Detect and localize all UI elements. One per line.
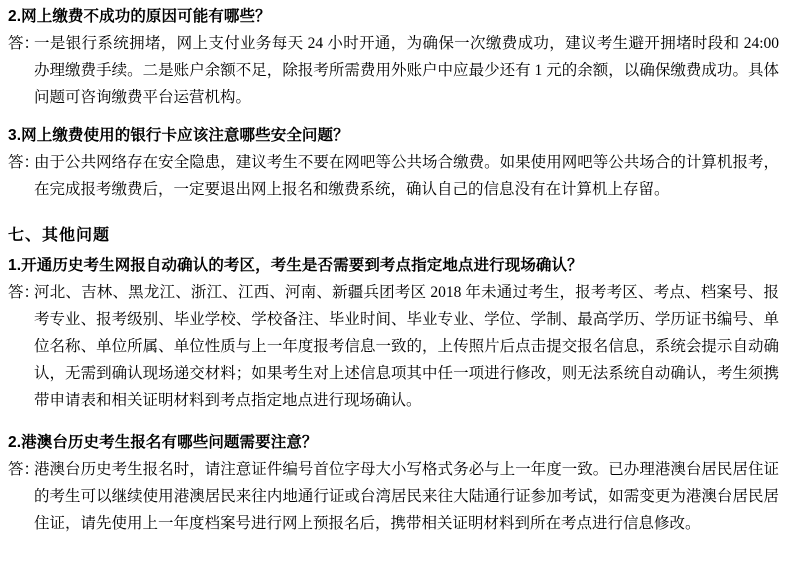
answer-marker: 答： [8, 284, 40, 301]
block-spacer [8, 416, 779, 430]
question-heading: 1.开通历史考生网报自动确认的考区，考生是否需要到考点指定地点进行现场确认？ [8, 257, 583, 274]
question-heading: 3.网上缴费使用的银行卡应该注意哪些安全问题？ [8, 127, 349, 144]
section-heading: 七、其他问题 [8, 227, 111, 244]
block-spacer [8, 113, 779, 123]
question-heading: 2.网上缴费不成功的原因可能有哪些？ [8, 8, 271, 25]
question-heading: 2.港澳台历史考生报名有哪些问题需要注意？ [8, 434, 318, 451]
answer-marker: 答： [8, 154, 40, 171]
qa-block [8, 123, 779, 203]
qa-block [8, 253, 779, 414]
answer-paragraph [8, 149, 779, 203]
answer-marker: 答： [8, 35, 40, 52]
answer-paragraph [8, 456, 779, 537]
answer-paragraph [8, 279, 779, 414]
answer-text: 港澳台历史考生报名时，请注意证件编号首位字母大小写格式务必与上一年度一致。已办理港澳台居民居住证的考生可以继续使用港澳居民来往内地通行证或台湾居民来往大陆通行证参加考试，如需变更为港澳台居民居住证，请先使用上一年度档案号进行网上预报名后，携带相关证明材料到所在考点进行信息修改。 [34, 461, 779, 532]
qa-block [8, 4, 779, 111]
answer-paragraph [8, 30, 779, 111]
qa-block [8, 430, 779, 537]
answer-marker: 答： [8, 461, 40, 478]
answer-text: 河北、吉林、黑龙江、浙江、江西、河南、新疆兵团考区 2018 年未通过考生，报考考区、考点、档案号、报考专业、报考级别、毕业学校、学校备注、毕业时间、毕业专业、学位、学制、最高学历、学历证书编号、单位名称、单位所属、单位性质与上一年度报考信息一致的，上传照片后点击提交报名信息，系统会提示自动确认，无需到确认现场递交材料；如果考生对上述信息项其中任一项进行修改，则无法系统自动确认，考生须携带申请表和相关证明材料到考点指定地点进行现场确认。 [34, 284, 779, 409]
answer-text: 一是银行系统拥堵，网上支付业务每天 24 小时开通，为确保一次缴费成功，建议考生避开拥堵时段和 24:00 办理缴费手续。二是账户余额不足，除报考所需费用外账户中应最少还有 1 元的余额，以确保缴费成功。具体问题可咨询缴费平台运营机构。 [34, 35, 779, 106]
answer-text: 由于公共网络存在安全隐患，建议考生不要在网吧等公共场合缴费。如果使用网吧等公共场合的计算机报考，在完成报考缴费后，一定要退出网上报名和缴费系统，确认自己的信息没有在计算机上存留。 [34, 154, 779, 198]
